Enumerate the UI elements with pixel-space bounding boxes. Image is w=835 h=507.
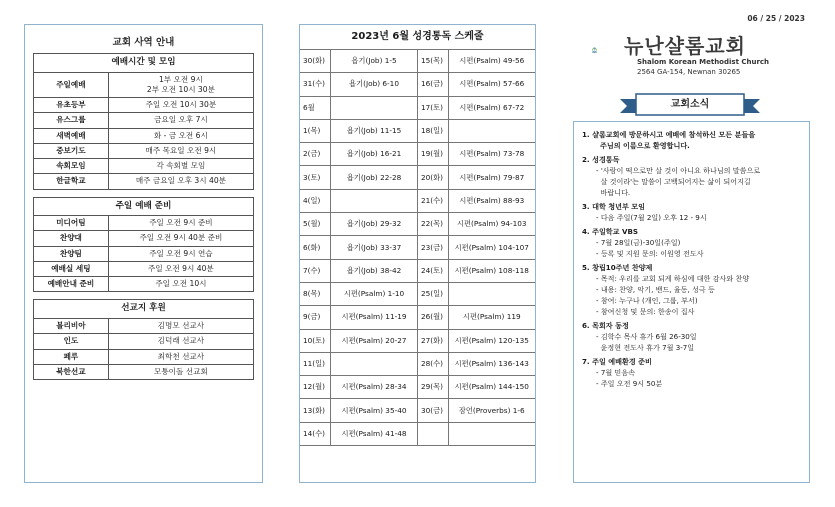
row-value: 최학천 선교사 [108,349,253,364]
date-cell: 30(화) [300,50,331,73]
table-row [300,376,535,399]
news-item-line: - 김학수 목사 휴가 6월 26-30일 [596,331,697,341]
table-row [300,73,535,96]
date-cell: 4(일) [300,189,331,212]
row-key: 북한선교 [34,364,109,379]
date-cell: 30(금) [417,399,448,422]
date-cell: 19(월) [417,143,448,166]
news-item-line: 바랍니다. [596,187,631,197]
date-cell: 12(월) [300,376,331,399]
table-row [300,166,535,189]
reading-cell: 시편(Psalm) 104-107 [448,236,535,259]
row-value: 주일 오전 9시 준비 [108,216,253,231]
reading-cell: 시편(Psalm) 41-48 [331,422,418,445]
row-value: 김명모 선교사 [108,319,253,334]
date-cell: 6월 [300,96,331,119]
table-row [34,72,254,98]
reading-cell: 욥기(Job) 22-28 [331,166,418,189]
row-value: 모퉁이돌 선교회 [108,364,253,379]
date-cell: 8(목) [300,282,331,305]
reading-cell [331,96,418,119]
row-value: 주일 오전 10시 [108,277,253,292]
table-row [34,277,254,292]
news-item-heading: 3. 대학 청년부 모임 [582,201,646,211]
date-cell: 15(목) [417,50,448,73]
news-item-line: - 7월 28일(금)-30일(주일) [596,237,681,247]
bible-reading-panel [299,24,536,483]
row-value: 김덕래 선교사 [108,334,253,349]
row-key: 찬양대 [34,231,109,246]
table-row [34,216,254,231]
row-value: 주일 오전 10시 30분 [108,98,253,113]
date-cell: 29(목) [417,376,448,399]
reading-cell: 시편(Psalm) 57-66 [448,73,535,96]
reading-cell: 시편(Psalm) 1-10 [331,282,418,305]
table-row [34,174,254,189]
reading-cell [331,352,418,375]
reading-cell: 시편(Psalm) 11-19 [331,306,418,329]
ministry-guide-title: 교회 사역 안내 [112,37,175,48]
date-cell: 5(월) [300,213,331,236]
date-cell: 31(수) [300,73,331,96]
date-cell: 6(화) [300,236,331,259]
date-cell: 22(목) [417,213,448,236]
reading-cell: 욥기(Job) 6-10 [331,73,418,96]
reading-cell: 시편(Psalm) 28-34 [331,376,418,399]
row-key: 중보기도 [34,143,109,158]
row-value: 매주 금요일 오후 3시 40분 [108,174,253,189]
date-cell: 9(금) [300,306,331,329]
table-row [300,213,535,236]
date-cell: 26(월) [417,306,448,329]
date-cell: 13(화) [300,399,331,422]
date-cell: 18(일) [417,119,448,142]
date-cell: 23(금) [417,236,448,259]
reading-cell [448,422,535,445]
reading-cell: 시편(Psalm) 73-78 [448,143,535,166]
table-row [34,143,254,158]
table-row [300,50,535,73]
row-key: 인도 [34,334,109,349]
reading-cell [448,282,535,305]
church-english-name: Shalom Korean Methodist Church [637,58,770,66]
date-cell: 27(화) [417,329,448,352]
table-row [34,98,254,113]
table-row [34,364,254,379]
table-row [34,349,254,364]
row-key: 예배안내 준비 [34,277,109,292]
table-row [34,113,254,128]
date-cell: 1(목) [300,119,331,142]
worship-schedule-header: 예배시간 및 모임 [34,54,254,73]
date-cell: 20(화) [417,166,448,189]
table-row [300,329,535,352]
church-address: 2564 GA-154, Newnan 30265 [637,68,741,76]
bible-reading-title: 2023년 6월 성경통독 스케줄 [300,25,535,50]
news-item-line: - 주일 오전 9시 50분 [596,378,663,388]
reading-cell: 욥기(Job) 16-21 [331,143,418,166]
row-key: 예배실 세팅 [34,261,109,276]
reading-cell: 시편(Psalm) 35-40 [331,399,418,422]
news-item-line: - 다음 주일(7월 2일) 오후 12 - 9시 [596,212,707,222]
news-item-heading: 6. 목회자 동정 [582,320,629,330]
news-item [582,321,801,354]
news-item-heading: 4. 주일학교 VBS [582,226,638,236]
table-row [300,306,535,329]
table-row [34,128,254,143]
mission-support-header: 선교지 후원 [34,300,254,319]
reading-cell: 시편(Psalm) 88-93 [448,189,535,212]
date-cell: 2(금) [300,143,331,166]
date-cell: 25(일) [417,282,448,305]
date-cell: 11(일) [300,352,331,375]
date-cell: 3(토) [300,166,331,189]
ministry-guide-panel [24,24,263,483]
reading-cell: 시편(Psalm) 136-143 [448,352,535,375]
mission-support-table [33,299,254,380]
date-cell: 16(금) [417,73,448,96]
table-row [34,319,254,334]
reading-cell: 시편(Psalm) 67-72 [448,96,535,119]
reading-cell: 시편(Psalm) 120-135 [448,329,535,352]
table-row [34,261,254,276]
table-row [300,143,535,166]
row-key: 페루 [34,349,109,364]
date-cell: 24(토) [417,259,448,282]
news-item-heading: 7. 주일 예배환경 준비 [582,356,652,366]
news-item-line: - '사람이 떡으로만 살 것이 아니요 하나님의 말씀으로 [596,165,761,175]
church-name: 뉴난샬롬교회 [624,34,746,58]
date-cell: 10(토) [300,329,331,352]
reading-cell: 욥기(Job) 38-42 [331,259,418,282]
news-item-heading: 5. 창립10주년 찬양제 [582,262,653,272]
news-item-line: - 참여신청 및 문의: 한송이 집사 [596,306,695,316]
table-row [34,159,254,174]
worship-schedule-table [33,53,254,190]
row-value: 주일 오전 9시 40분 [108,261,253,276]
date-cell: 7(수) [300,259,331,282]
news-item-line: - 등록 및 지원 문의: 이원영 전도사 [596,248,704,258]
table-row [300,352,535,375]
row-key: 속회모임 [34,159,109,174]
row-value: 화 - 금 오전 6시 [108,128,253,143]
news-item [582,130,801,152]
table-row [300,119,535,142]
row-key: 유초등부 [34,98,109,113]
reading-cell: 시편(Psalm) 94-103 [448,213,535,236]
news-item-line: - 내용: 찬양, 악기, 밴드, 율동, 성극 등 [596,284,715,294]
news-item [582,357,801,390]
news-item-heading: 2. 성경통독 [582,154,620,164]
date-cell: 17(토) [417,96,448,119]
table-row [300,422,535,445]
row-key: 볼리비아 [34,319,109,334]
news-item [582,202,801,224]
table-row [300,236,535,259]
row-value: 주일 오전 9시 연습 [108,246,253,261]
cross-icon [593,47,595,51]
reading-cell: 시편(Psalm) 20-27 [331,329,418,352]
table-row [300,259,535,282]
date-cell: 28(수) [417,352,448,375]
row-value: 주일 오전 9시 40분 준비 [108,231,253,246]
church-logo-icon [592,28,624,74]
reading-cell [331,189,418,212]
church-news-panel [573,121,810,483]
row-key: 미디어팀 [34,216,109,231]
date-cell: 21(수) [417,189,448,212]
news-title: 교회소식 [670,99,710,110]
reading-cell: 욥기(Job) 1-5 [331,50,418,73]
date-cell: 14(수) [300,422,331,445]
news-item [582,155,801,199]
bible-reading-table [300,50,535,446]
table-row [300,399,535,422]
row-key: 찬양팀 [34,246,109,261]
worship-prep-table [33,197,254,293]
reading-cell: 시편(Psalm) 108-118 [448,259,535,282]
news-item-heading: 1. 샬롬교회에 방문하시고 예배에 참석하신 모든 분들을 [582,130,756,139]
reading-cell: 시편(Psalm) 119 [448,306,535,329]
row-value-line: 1부 오전 9시 [158,74,203,84]
reading-cell: 시편(Psalm) 144-150 [448,376,535,399]
date-cell [417,422,448,445]
table-row [300,189,535,212]
worship-prep-header: 주일 예배 준비 [34,197,254,216]
news-item-line: - 참여: 누구나 (개인, 그룹, 부서) [596,295,698,305]
row-key: 주일예배 [34,72,109,98]
table-row [34,231,254,246]
reading-cell: 욥기(Job) 33-37 [331,236,418,259]
reading-cell: 욥기(Job) 29-32 [331,213,418,236]
bulletin-date: 06 / 25 / 2023 [747,14,805,23]
news-item [582,263,801,318]
row-value-line: 2부 오전 10시 30분 [146,84,215,94]
table-row [300,96,535,119]
news-item-line: - 7월 믿음속 [596,367,635,377]
row-value: 매주 목요일 오전 9시 [108,143,253,158]
news-item-heading-cont: 주님의 이름으로 환영합니다. [600,140,690,150]
row-value: 각 속회별 모임 [108,159,253,174]
news-item-line: - 목적: 우리를 교회 되게 하심에 대한 감사와 찬양 [596,273,750,283]
row-key: 유스그룹 [34,113,109,128]
row-key: 한글학교 [34,174,109,189]
reading-cell: 시편(Psalm) 79-87 [448,166,535,189]
reading-cell: 잠언(Proverbs) 1-6 [448,399,535,422]
table-row [34,334,254,349]
table-row [300,282,535,305]
row-value: 금요일 오후 7시 [108,113,253,128]
row-value [108,72,253,98]
row-key: 새벽예배 [34,128,109,143]
news-item-line: 윤정현 전도사 휴가 7월 3-7일 [596,342,695,352]
reading-cell [448,119,535,142]
table-row [34,246,254,261]
news-item-line: 살 것이라'는 말씀이 고백되어지는 삶이 되어지길 [596,176,751,186]
reading-cell: 욥기(Job) 11-15 [331,119,418,142]
news-item [582,227,801,260]
reading-cell: 시편(Psalm) 49-56 [448,50,535,73]
